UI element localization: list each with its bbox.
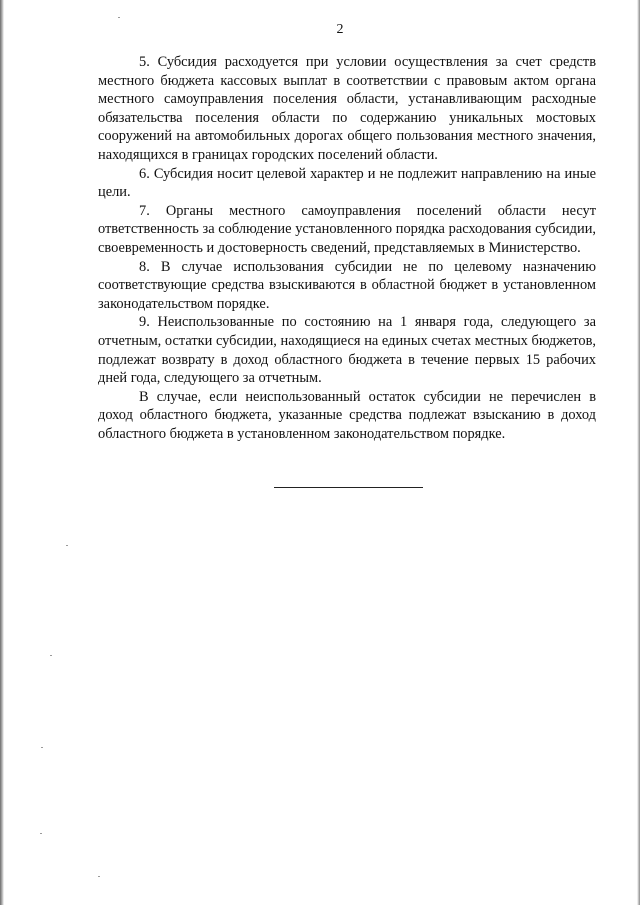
scan-speck	[66, 545, 68, 546]
page-number: 2	[336, 22, 344, 37]
scan-speck	[98, 876, 100, 877]
document-body	[98, 53, 596, 443]
scan-speck	[41, 747, 43, 748]
paragraph-6: 6. Субсидия носит целевой характер и не подлежит направлению на иные цели.	[98, 165, 596, 201]
scan-edge-left	[0, 0, 4, 905]
scan-speck	[40, 833, 42, 834]
closing-rule	[274, 487, 423, 488]
scan-speck	[118, 17, 120, 18]
paragraph-7: 7. Органы местного самоуправления поселений области несут ответственность за соблюдение установленного порядка расходования субсидии, своевременность и достоверность сведений, представляемых в Министерство.	[98, 202, 596, 256]
paragraph-9: 9. Неиспользованные по состоянию на 1 января года, следующего за отчетным, остатки субсидии, находящиеся на единых счетах местных бюджетов, подлежат возврату в доход областного бюджета в течение первых 15 рабочих дней года, следующего за отчетным.	[98, 314, 596, 387]
scan-speck	[50, 655, 52, 656]
paragraph-remainder: В случае, если неиспользованный остаток субсидии не перечислен в доход областного бюджета, указанные средства подлежат взысканию в доход областного бюджета в установленном законодательством порядке.	[98, 388, 596, 442]
paragraph-8: 8. В случае использования субсидии не по целевому назначению соответствующие средства взыскиваются в областной бюджет в установленном законодательством порядке.	[98, 258, 596, 312]
paragraph-5: 5. Субсидия расходуется при условии осуществления за счет средств местного бюджета кассовых выплат в соответствии с правовым актом органа местного самоуправления поселения области, устанавливающим расходные обязательства поселения области по содержанию уникальных мостовых сооружений на автомобильных дорогах общего пользования местного значения, находящихся в границах городских поселений области.	[98, 54, 596, 163]
